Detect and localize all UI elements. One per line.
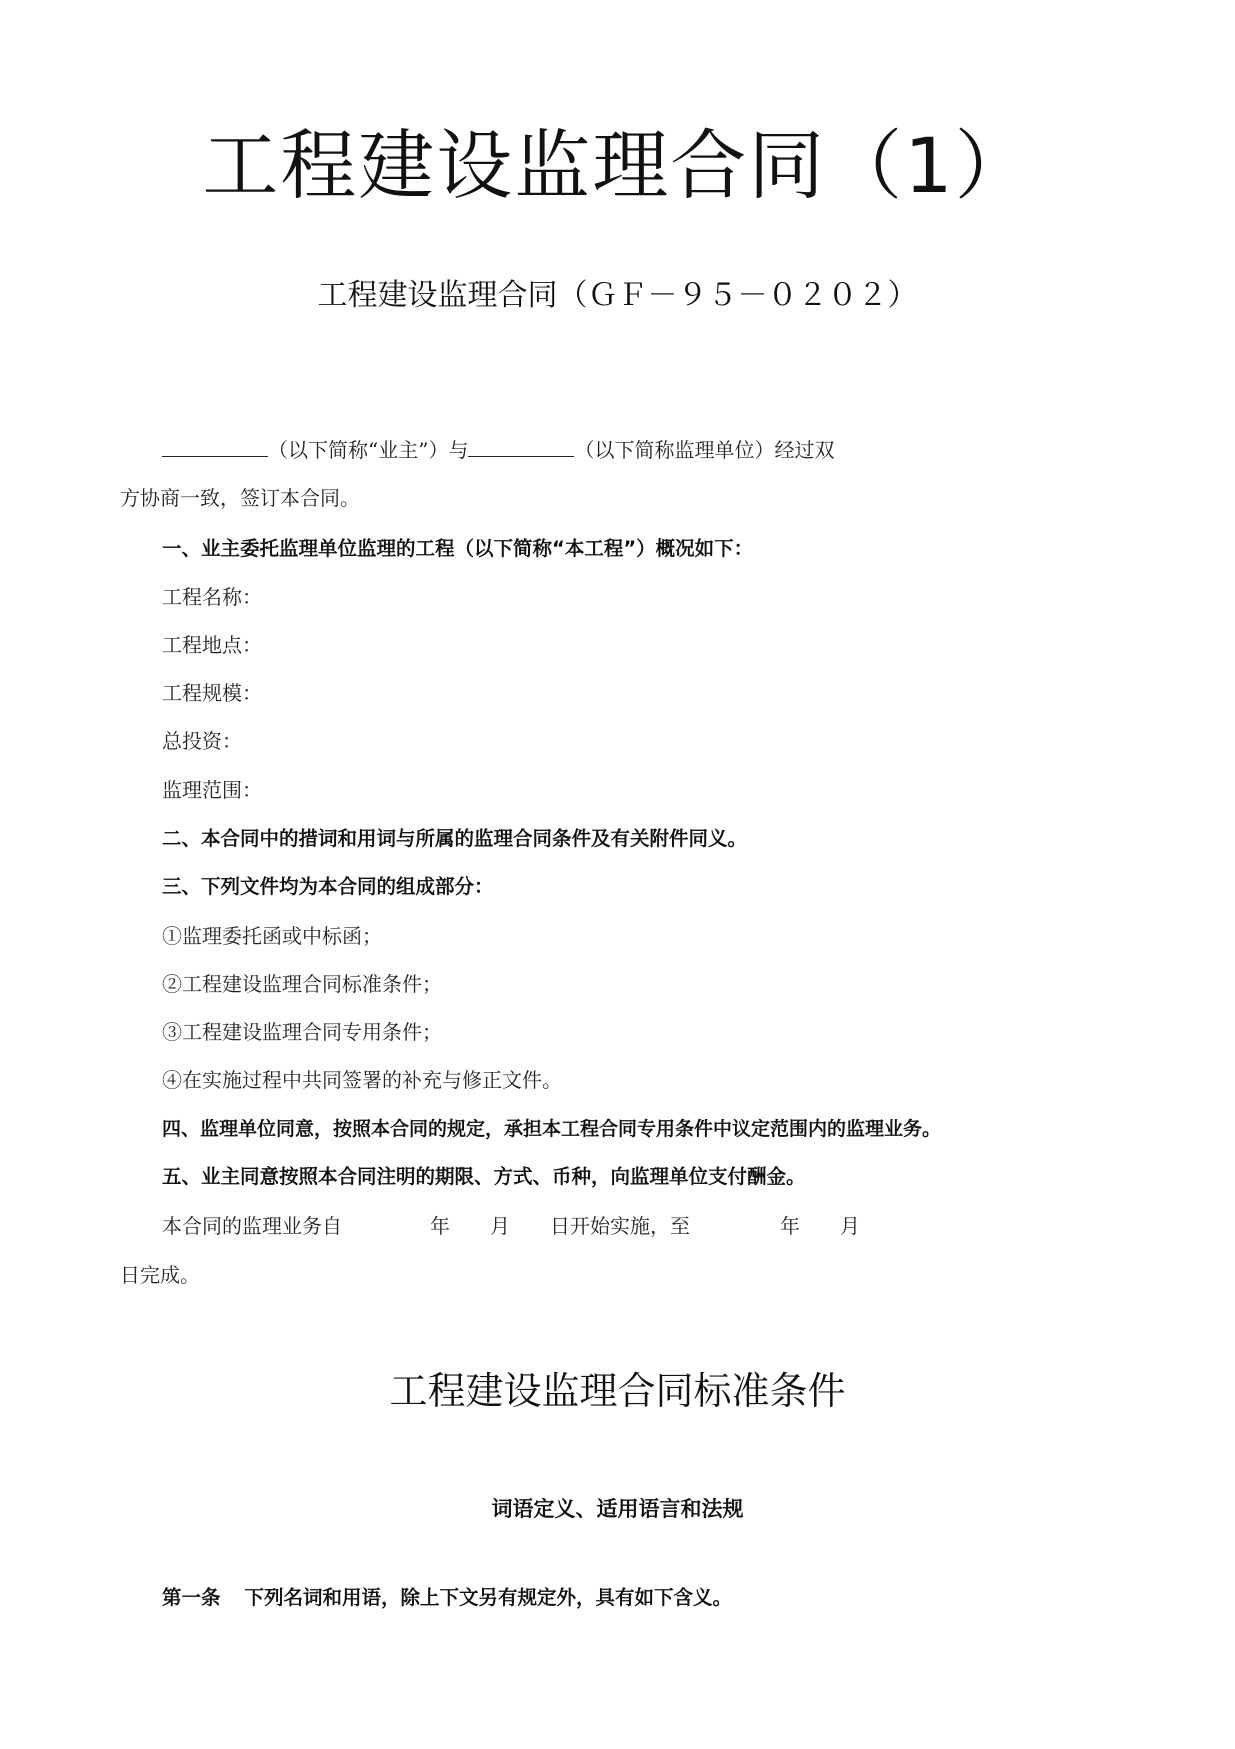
field-total-investment: 总投资： <box>162 729 242 753</box>
field-project-scale: 工程规模： <box>162 681 262 705</box>
document-title: 工程建设监理合同（1） <box>202 121 1033 210</box>
period-month: 月 <box>490 1214 510 1238</box>
intro-line-1 <box>162 436 834 464</box>
section-subtitle: 词语定义、适用语言和法规 <box>491 1497 744 1521</box>
period-month-2: 月 <box>840 1214 860 1238</box>
document-item: ③工程建设监理合同专用条件； <box>162 1020 442 1044</box>
clause-1: 一、业主委托监理单位监理的工程（以下简称“本工程”）概况如下： <box>162 537 754 560</box>
document-subtitle: 工程建设监理合同（ＧＦ－９５－０２０２） <box>317 278 918 313</box>
article-text: 下列名词和用语，除上下文另有规定外，具有如下含义。 <box>244 1586 733 1609</box>
field-supervision-scope: 监理范围： <box>162 778 262 802</box>
period-line <box>162 1212 860 1240</box>
intro-line-2: 方协商一致，签订本合同。 <box>120 486 360 510</box>
contractor-blank <box>468 436 574 457</box>
article-1 <box>162 1584 732 1612</box>
field-project-location: 工程地点： <box>162 633 262 657</box>
intro-part-1: （以下简称“业主”）与 <box>268 438 469 462</box>
section-title: 工程建设监理合同标准条件 <box>389 1369 846 1413</box>
article-label: 第一条 <box>162 1586 221 1609</box>
period-mid: 日开始实施，至 <box>550 1214 690 1238</box>
clause-5: 五、业主同意按照本合同注明的期限、方式、币种，向监理单位支付酬金。 <box>162 1165 806 1188</box>
clause-3: 三、下列文件均为本合同的组成部分： <box>162 875 494 898</box>
period-year: 年 <box>430 1214 450 1238</box>
clause-4: 四、监理单位同意，按照本合同的规定，承担本工程合同专用条件中议定范围内的监理业务。 <box>162 1118 942 1140</box>
owner-blank <box>162 436 268 457</box>
clause-2: 二、本合同中的措词和用词与所属的监理合同条件及有关附件同义。 <box>162 827 748 850</box>
document-item: ②工程建设监理合同标准条件； <box>162 972 442 996</box>
field-project-name: 工程名称： <box>162 585 262 609</box>
period-start: 本合同的监理业务自 <box>162 1214 342 1238</box>
period-end: 日完成。 <box>120 1263 200 1287</box>
period-year-2: 年 <box>780 1214 800 1238</box>
document-item: ④在实施过程中共同签署的补充与修正文件。 <box>162 1068 562 1092</box>
intro-part-2: （以下简称监理单位）经过双 <box>574 438 835 462</box>
document-item: ①监理委托函或中标函； <box>162 924 382 948</box>
